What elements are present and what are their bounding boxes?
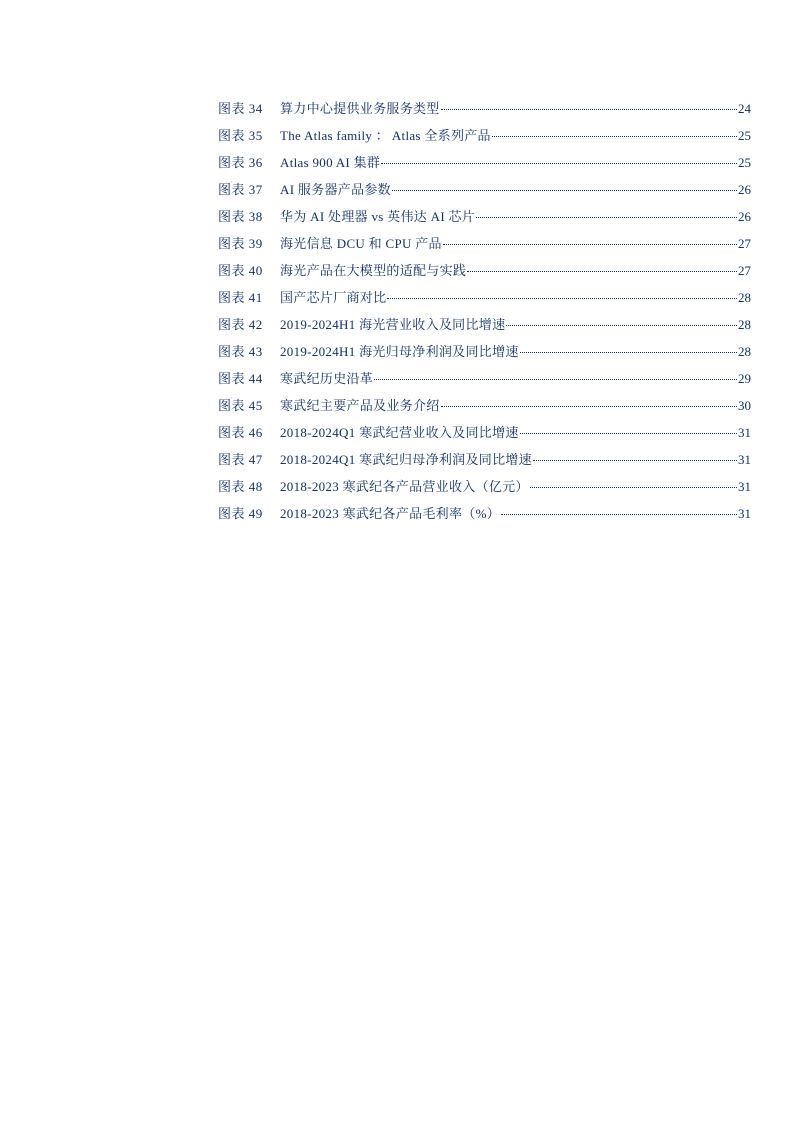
toc-entry-label: 图表 45 (218, 398, 263, 413)
toc-dot-leader (467, 271, 737, 272)
toc-entry-label: 图表 41 (218, 290, 263, 305)
toc-entry[interactable] (218, 180, 751, 207)
toc-dot-leader (506, 325, 737, 326)
toc-entry-label: 图表 46 (218, 425, 263, 440)
toc-entry[interactable] (218, 153, 751, 180)
toc-entry-page: 28 (738, 317, 751, 332)
toc-dot-leader (441, 109, 737, 110)
toc-entry-title: 海光信息 DCU 和 CPU 产品 (280, 236, 442, 251)
toc-entry-page: 31 (738, 479, 751, 494)
toc-dot-leader (530, 487, 737, 488)
toc-entry-label: 图表 40 (218, 263, 263, 278)
toc-entry-title: 2019-2024H1 海光营业收入及同比增速 (280, 317, 506, 332)
toc-entry[interactable] (218, 234, 751, 261)
toc-dot-leader (443, 244, 737, 245)
toc-entry-label: 图表 42 (218, 317, 263, 332)
toc-entry-page: 27 (738, 263, 751, 278)
toc-entry-title: 2018-2024Q1 寒武纪营业收入及同比增速 (280, 425, 519, 440)
toc-entry-title: AI 服务器产品参数 (280, 182, 391, 197)
toc-entry-label: 图表 38 (218, 209, 263, 224)
toc-entry-title: The Atlas family ： Atlas 全系列产品 (280, 128, 491, 143)
toc-entry-page: 26 (738, 209, 751, 224)
toc-entry-label: 图表 48 (218, 479, 263, 494)
toc-entry-label: 图表 36 (218, 155, 263, 170)
toc-entry-page: 28 (738, 290, 751, 305)
toc-dot-leader (533, 460, 737, 461)
toc-dot-leader (392, 190, 737, 191)
toc-entry[interactable] (218, 342, 751, 369)
toc-entry[interactable] (218, 99, 751, 126)
toc-entry[interactable] (218, 126, 751, 153)
toc-dot-leader (381, 163, 737, 164)
toc-entry-title: 国产芯片厂商对比 (280, 290, 387, 305)
toc-entry[interactable] (218, 477, 751, 504)
toc-entry[interactable] (218, 450, 751, 477)
toc-dot-leader (476, 217, 737, 218)
toc-dot-leader (387, 298, 737, 299)
toc-entry-page: 28 (738, 344, 751, 359)
toc-entry-title: 寒武纪历史沿革 (280, 371, 374, 386)
toc-dot-leader (501, 514, 737, 515)
toc-dot-leader (520, 352, 737, 353)
toc-entry[interactable] (218, 369, 751, 396)
toc-entry-title: 寒武纪主要产品及业务介绍 (280, 398, 440, 413)
toc-entry-label: 图表 35 (218, 128, 263, 143)
toc-entry-title: 2018-2024Q1 寒武纪归母净利润及同比增速 (280, 452, 532, 467)
toc-entry-title: 2018-2023 寒武纪各产品毛利率（%） (280, 506, 501, 521)
toc-entry-page: 26 (738, 182, 751, 197)
toc-entry-label: 图表 39 (218, 236, 263, 251)
toc-entry-page: 31 (738, 452, 751, 467)
toc-entry-page: 29 (738, 371, 751, 386)
toc-entry-label: 图表 34 (218, 101, 263, 116)
toc-entry-label: 图表 49 (218, 506, 263, 521)
toc-entry-page: 31 (738, 425, 751, 440)
toc-entry[interactable] (218, 288, 751, 315)
toc-entry[interactable] (218, 423, 751, 450)
toc-entry-page: 25 (738, 155, 751, 170)
toc-entry-page: 25 (738, 128, 751, 143)
toc-entry-page: 30 (738, 398, 751, 413)
toc-entry-page: 27 (738, 236, 751, 251)
toc-dot-leader (441, 406, 737, 407)
toc-entry-title: 算力中心提供业务服务类型 (280, 101, 440, 116)
toc-entry-label: 图表 43 (218, 344, 263, 359)
toc-dot-leader (374, 379, 737, 380)
toc-dot-leader (520, 433, 737, 434)
toc-entry-title: Atlas 900 AI 集群 (280, 155, 381, 170)
toc-entry-page: 24 (738, 101, 751, 116)
toc-entry[interactable] (218, 207, 751, 234)
toc-entry-label: 图表 37 (218, 182, 263, 197)
toc-entry[interactable] (218, 261, 751, 288)
figure-table-of-contents (218, 99, 751, 531)
toc-entry-label: 图表 44 (218, 371, 263, 386)
toc-entry-title: 2019-2024H1 海光归母净利润及同比增速 (280, 344, 519, 359)
toc-entry-title: 海光产品在大模型的适配与实践 (280, 263, 467, 278)
toc-entry[interactable] (218, 396, 751, 423)
toc-entry-title: 华为 AI 处理器 vs 英伟达 AI 芯片 (280, 209, 476, 224)
toc-entry-label: 图表 47 (218, 452, 263, 467)
toc-entry[interactable] (218, 315, 751, 342)
toc-entry-title: 2018-2023 寒武纪各产品营业收入（亿元） (280, 479, 529, 494)
toc-dot-leader (492, 136, 737, 137)
toc-entry[interactable] (218, 504, 751, 531)
toc-entry-page: 31 (738, 506, 751, 521)
